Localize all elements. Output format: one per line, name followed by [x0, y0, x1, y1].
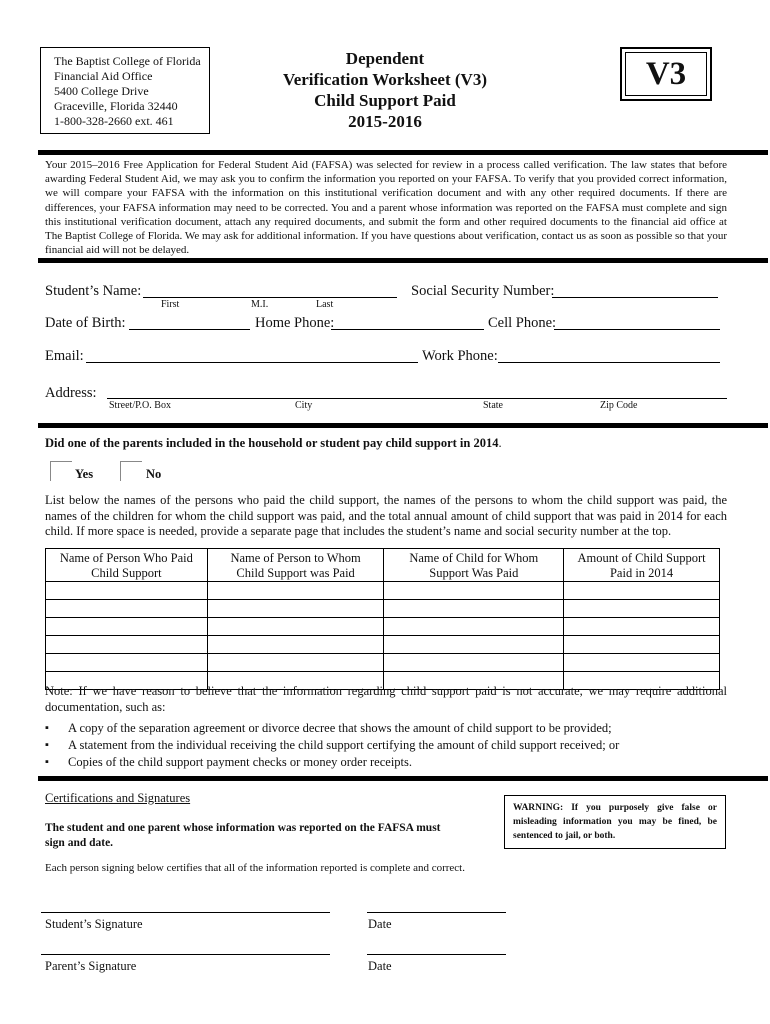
student-name-field[interactable] [143, 297, 397, 298]
table-cell[interactable] [564, 618, 720, 636]
student-signature-label: Student’s Signature [45, 917, 143, 931]
table-cell[interactable] [564, 600, 720, 618]
student-signature-line[interactable] [41, 912, 330, 913]
table-cell[interactable] [46, 582, 208, 600]
table-cell[interactable] [207, 636, 384, 654]
last-name-sublabel: Last [316, 299, 334, 310]
table-cell[interactable] [46, 636, 208, 654]
no-checkbox[interactable] [120, 461, 142, 481]
list-item: ▪ A statement from the individual receiving the child support certifying the amount of child support received; or [45, 737, 619, 754]
certification-statement: Each person signing below certifies that all of the information reported is complete and correct. [45, 862, 465, 874]
address-line: Graceville, Florida 32440 [54, 99, 178, 113]
street-sublabel: Street/P.O. Box [109, 400, 171, 411]
work-phone-label: Work Phone: [422, 348, 498, 364]
home-phone-label: Home Phone: [255, 315, 335, 331]
section-divider [38, 150, 768, 155]
table-row [46, 600, 720, 618]
no-label: No [146, 467, 162, 481]
child-support-question [45, 436, 502, 451]
table-row [46, 636, 720, 654]
child-column-header: Name of Child for Whom Support Was Paid [384, 549, 564, 582]
student-name-label: Student’s Name: [45, 283, 142, 299]
address-label: Address: [45, 385, 97, 401]
table-cell[interactable] [384, 654, 564, 672]
table-cell[interactable] [46, 654, 208, 672]
payer-column-header: Name of Person Who Paid Child Support [46, 549, 208, 582]
table-cell[interactable] [207, 600, 384, 618]
certifications-heading: Certifications and Signatures [45, 791, 191, 805]
address-line: 1-800-328-2660 ext. 461 [54, 114, 174, 128]
parent-signature-label: Parent’s Signature [45, 959, 137, 973]
parent-signature-line[interactable] [41, 954, 330, 955]
parent-date-line[interactable] [367, 954, 506, 955]
table-cell[interactable] [46, 600, 208, 618]
ssn-field[interactable] [552, 297, 718, 298]
question-punct: . [498, 436, 502, 450]
dob-label: Date of Birth: [45, 315, 126, 331]
sign-instruction: The student and one parent whose information was reported on the FAFSA must sign and date. [45, 822, 441, 849]
table-cell[interactable] [46, 618, 208, 636]
warning-box: WARNING: If you purposely give false or misleading information you may be fined, be sentenced to jail, or both. [504, 795, 726, 849]
title-line: Dependent [345, 49, 425, 68]
address-field[interactable] [107, 398, 727, 399]
table-row [46, 618, 720, 636]
home-phone-field[interactable] [331, 329, 484, 330]
instructions-paragraph: List below the names of the persons who paid the child support, the names of the persons to whom the child support was paid, the names of the children for whom the child support was paid, and the total annual amount of child support that was paid in 2014 for each child. If more space is needed, provide a separate page that includes the student’s name and social security number at the top. [45, 493, 727, 538]
cell-phone-label: Cell Phone: [488, 315, 557, 331]
section-divider [38, 776, 768, 781]
ssn-label: Social Security Number: [411, 283, 555, 299]
table-cell[interactable] [564, 582, 720, 600]
zip-sublabel: Zip Code [600, 400, 638, 411]
table-cell[interactable] [384, 636, 564, 654]
city-sublabel: City [295, 400, 313, 411]
question-text: Did one of the parents included in the household or student pay child support in 2014 [45, 436, 499, 450]
table-row [46, 654, 720, 672]
work-phone-field[interactable] [498, 362, 720, 363]
state-sublabel: State [483, 400, 503, 411]
first-name-sublabel: First [161, 299, 180, 310]
college-address-box [40, 47, 210, 134]
mi-sublabel: M.I. [251, 299, 269, 310]
amount-column-header: Amount of Child Support Paid in 2014 [564, 549, 720, 582]
list-item: ▪ A copy of the separation agreement or divorce decree that shows the amount of child support to be provided; [45, 720, 619, 737]
student-date-line[interactable] [367, 912, 506, 913]
email-label: Email: [45, 348, 84, 364]
list-item: ▪ Copies of the child support payment checks or money order receipts. [45, 754, 619, 771]
address-line: Financial Aid Office [54, 69, 153, 83]
table-row [46, 582, 720, 600]
table-header-row [46, 549, 720, 582]
table-cell[interactable] [207, 654, 384, 672]
student-date-label: Date [368, 917, 392, 931]
intro-paragraph: Your 2015–2016 Free Application for Federal Student Aid (FAFSA) was selected for review in a process called verification. The law states that before awarding Federal Student Aid, we may ask you to confirm the information you reported on your FAFSA. To verify that you provided correct information, we will compare your FAFSA with the information on this institutional verification document and with any other required documents. If there are differences, your FAFSA information may need to be corrected. You and a parent whose information was reported on the FAFSA must complete and sign this institutional verification document, attach any required documents, and submit the form and other required documents to the financial aid office at The Baptist College of Florida. We may ask for additional information. If you have questions about verification, contact us as soon as possible so that your financial aid will not be delayed. [45, 159, 727, 257]
table-cell[interactable] [564, 654, 720, 672]
dob-field[interactable] [129, 329, 250, 330]
section-divider [38, 423, 768, 428]
email-field[interactable] [86, 362, 418, 363]
note-paragraph: Note: If we have reason to believe that the information regarding child support paid is not accurate, we may require additional documentation, such as: [45, 684, 727, 714]
section-divider [38, 258, 768, 263]
v3-badge [620, 47, 712, 101]
address-line: The Baptist College of Florida [54, 54, 201, 68]
table-cell[interactable] [207, 582, 384, 600]
payee-column-header: Name of Person to Whom Child Support was Paid [207, 549, 384, 582]
table-cell[interactable] [564, 636, 720, 654]
parent-date-label: Date [368, 959, 392, 973]
table-cell[interactable] [207, 618, 384, 636]
address-line: 5400 College Drive [54, 84, 149, 98]
documentation-list [45, 720, 619, 771]
yes-label: Yes [75, 467, 94, 481]
title-line: Child Support Paid [314, 91, 456, 110]
form-title [250, 48, 520, 132]
table-cell[interactable] [384, 600, 564, 618]
cell-phone-field[interactable] [554, 329, 720, 330]
v3-badge-text: V3 [625, 52, 707, 96]
table-cell[interactable] [384, 618, 564, 636]
title-line: Verification Worksheet (V3) [283, 70, 487, 89]
table-cell[interactable] [384, 582, 564, 600]
child-support-table [45, 548, 720, 690]
title-line: 2015-2016 [348, 112, 422, 131]
yes-checkbox[interactable] [50, 461, 72, 481]
